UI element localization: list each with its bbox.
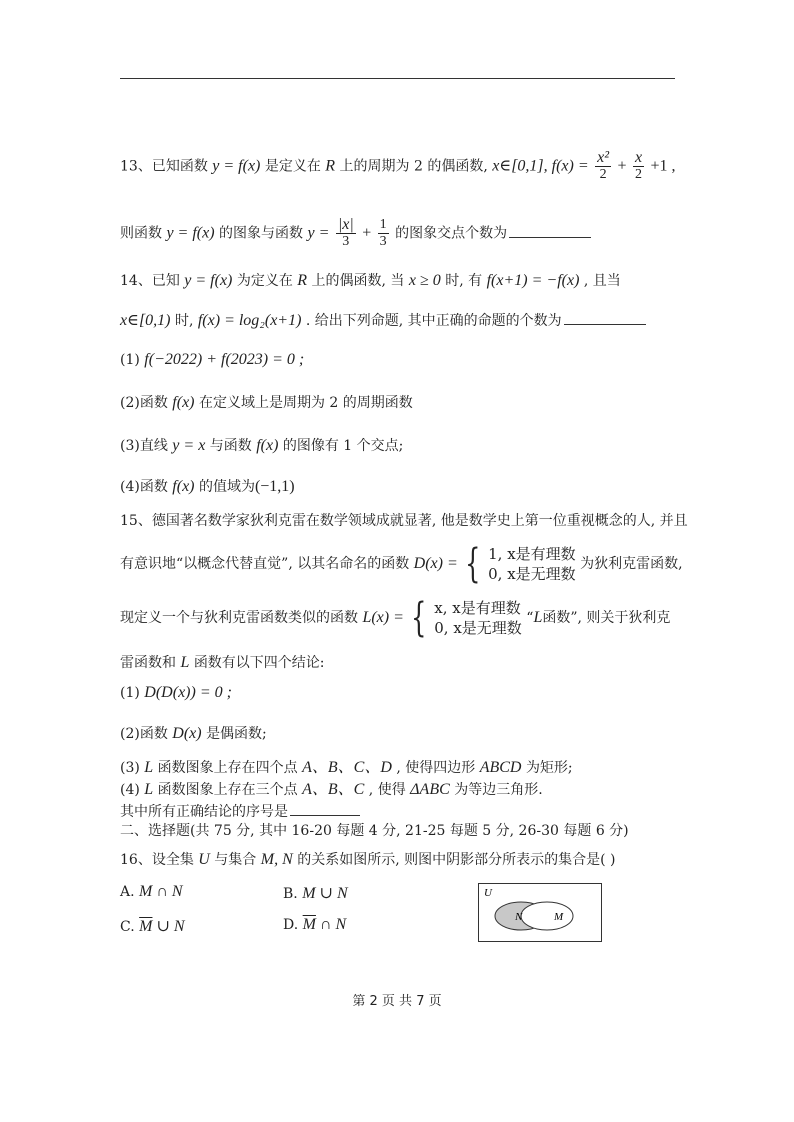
- q14-item2-a: (2)函数: [120, 395, 168, 411]
- q15-line2-D: D(x) =: [413, 555, 458, 572]
- q16-option-c-M: $\overline{M}$: [139, 918, 153, 935]
- q14-line1-cond: x ≥ 0: [408, 272, 441, 289]
- q14-item3-a: (3)直线: [120, 438, 168, 454]
- q13-frac3-num: |x|: [337, 216, 354, 233]
- q14-line1-c: 上的偶函数, 当: [311, 273, 405, 289]
- q14-line2-b: 时,: [174, 313, 194, 329]
- q14-line1: [120, 271, 621, 291]
- q15-d-brace: {: [465, 541, 481, 587]
- q15-item3-a: (3): [120, 760, 140, 776]
- q16-option-b-label: B.: [283, 886, 298, 902]
- q15-item4-shape: ΔABC: [410, 781, 450, 798]
- q14-item4-f: f(x): [172, 478, 195, 495]
- page-footer: 第 2 页 共 7 页: [352, 994, 442, 1009]
- q15-line4-b: 函数有以下四个结论:: [193, 655, 325, 671]
- q15-item3-b: 函数图象上存在四个点: [157, 760, 298, 776]
- q13-line2-func: y = f(x): [166, 224, 215, 242]
- q15-item1: [120, 683, 232, 703]
- q15-item1-label: (1): [120, 685, 140, 701]
- q15-item3-d: 为矩形;: [525, 760, 573, 776]
- q14-line1-e: , 且当: [583, 273, 621, 289]
- q16-option-d-M: $\overline{M}$: [302, 916, 316, 933]
- q14-item2: [120, 393, 413, 413]
- q16-stem-c: 的关系如图所示, 则图中阴影部分所表示的集合是( ): [297, 852, 616, 868]
- q16-option-b-text: M ∪ N: [302, 885, 348, 902]
- q15-line3-L: L(x) =: [362, 609, 404, 626]
- venn-label-n: N: [515, 911, 523, 923]
- q14-line1-d: 时, 有: [445, 273, 483, 289]
- q15-item4-L: L: [144, 781, 154, 798]
- q14-line2-c: . 给出下列命题, 其中正确的命题的个数为: [305, 313, 562, 329]
- venn-diagram: [478, 883, 602, 942]
- q13-frac3: [336, 217, 356, 250]
- q13-domain: x∈[0,1], f(x) =: [492, 157, 589, 175]
- q13-line2-tail: 的图象交点个数为: [395, 225, 508, 242]
- q14-item4-b: 的值域为: [198, 479, 255, 495]
- q15-line2-a: 有意识地“以概念代替直觉”, 以其名命名的函数: [120, 556, 410, 572]
- q14-answer-blank[interactable]: [564, 310, 646, 325]
- q15-item3-L: L: [144, 759, 154, 776]
- q16-option-a-label: A.: [120, 884, 135, 900]
- q15-item3-pts: A、B、C、D: [302, 759, 392, 776]
- q14-line2-eq: f(x) = log₂(x+1): [197, 312, 302, 329]
- q13-frac2-num: x: [634, 149, 643, 166]
- q15-item2-b: 是偶函数;: [206, 726, 267, 742]
- q13-frac2-den: 2: [635, 167, 642, 182]
- q16-option-a-text: M ∩ N: [139, 883, 183, 900]
- q15-line3-c: 函数”, 则关于狄利克: [542, 610, 671, 626]
- q15-d-case2: 0, x是无理数: [488, 565, 576, 583]
- q15-d-case1: 1, x是有理数: [488, 545, 576, 563]
- q15-line4-a: 雷函数和: [120, 655, 176, 671]
- q15-item4-b: 函数图象上存在三个点: [157, 782, 298, 798]
- q13-frac4: [378, 217, 389, 250]
- q16-option-c-label: C.: [120, 919, 135, 935]
- q13-frac1-num: x²: [597, 149, 610, 166]
- q13-line2-y: y =: [307, 224, 330, 242]
- q14-item2-f: f(x): [172, 394, 195, 411]
- q16-stem-U: U: [198, 851, 210, 868]
- q13-frac2: [633, 150, 644, 183]
- q13-frac4-num: 1: [379, 217, 387, 232]
- q14-line1-a: 14、已知: [120, 273, 180, 289]
- q15-line3-a: 现定义一个与狄利克雷函数类似的函数: [120, 610, 358, 626]
- q16-stem-MN: M, N: [260, 851, 293, 868]
- q13-prefix: 13、已知函数: [120, 158, 208, 175]
- q15-l-case1: x, x是有理数: [434, 599, 521, 617]
- q14-item1: [120, 350, 304, 370]
- q13-func: y = f(x): [212, 157, 261, 175]
- q16-option-a[interactable]: [120, 883, 183, 901]
- q15-line2-b: 为狄利克雷函数,: [580, 556, 683, 572]
- q13-mid2: 上的周期为 2 的偶函数,: [339, 158, 488, 175]
- venn-label-u: U: [484, 887, 492, 899]
- q16-option-b[interactable]: [283, 883, 348, 903]
- q15-item3-shape: ABCD: [479, 759, 522, 776]
- q13-frac1-den: 2: [599, 167, 607, 182]
- q13-tail: +1 ,: [650, 157, 676, 175]
- q16-stem-b: 与集合: [214, 852, 257, 868]
- q14-line1-eq: f(x+1) = −f(x): [486, 272, 580, 289]
- q15-item2-a: (2)函数: [120, 726, 168, 742]
- q15-item4-c: , 使得: [368, 782, 406, 798]
- q14-line1-b: 为定义在: [236, 273, 293, 289]
- q14-item4: [120, 477, 295, 497]
- q16-option-d[interactable]: [283, 916, 346, 934]
- q13-R: R: [325, 157, 336, 175]
- q15-item4-a: (4): [120, 782, 140, 798]
- q13-line2-mid: 的图象与函数: [219, 225, 304, 242]
- q13-line2: 则函数 y = f(x) 的图象与函数 y = $\frac{|x|}{3}$ + $\frac{1}{3}$ 的图象交点个数为: [120, 217, 591, 250]
- q15-l-cases: [434, 598, 522, 638]
- q15-item2: [120, 724, 267, 744]
- q14-line1-R: R: [297, 272, 308, 289]
- q16-stem: [120, 850, 615, 870]
- q15-line2: [120, 541, 683, 587]
- q15-item3-c: , 使得四边形: [396, 760, 476, 776]
- q15-line3-b: “: [526, 610, 534, 626]
- q14-item3-c: 的图像有 1 个交点;: [282, 438, 404, 454]
- q14-item1-label: (1): [120, 352, 140, 368]
- q14-line1-func: y = f(x): [184, 272, 233, 289]
- q13-line2-prefix: 则函数: [120, 225, 162, 242]
- venn-svg: [479, 884, 601, 941]
- q14-item3: [120, 436, 403, 456]
- q14-item4-range: (−1,1): [254, 478, 295, 495]
- q15-line1: 15、德国著名数学家狄利克雷在数学领域成就显著, 他是数学史上第一位重视概念的人, 并且: [120, 513, 688, 529]
- q15-line3-Lname: L: [533, 609, 543, 626]
- q15-answer-prompt: 其中所有正确结论的序号是: [120, 804, 288, 820]
- q14-line2: [120, 310, 646, 331]
- q13-mid: 是定义在: [264, 158, 321, 175]
- q13-frac4-den: 3: [379, 234, 387, 249]
- q15-answer-blank[interactable]: [290, 801, 360, 816]
- q16-option-c[interactable]: [120, 916, 185, 936]
- q15-line4-L: L: [180, 654, 190, 671]
- q14-item3-f: f(x): [256, 437, 279, 454]
- q13-plus: +: [617, 157, 627, 175]
- q15-line3: [120, 595, 671, 641]
- q13-frac1: [595, 150, 611, 183]
- q16-option-c-rest: ∪ N: [152, 918, 185, 935]
- section2-title: 二、选择题(共 75 分, 其中 16-20 每题 4 分, 21-25 每题 5 分, 26-30 每题 6 分): [120, 823, 629, 839]
- q16-option-d-rest: ∩ N: [315, 916, 347, 933]
- q15-l-case2: 0, x是无理数: [434, 619, 522, 637]
- q15-answer-line: [120, 801, 360, 822]
- q13-line1: [120, 150, 676, 183]
- q16-stem-a: 16、设全集: [120, 852, 194, 868]
- q13-frac3-den: 3: [342, 234, 350, 249]
- q14-line2-a: x∈[0,1): [120, 312, 171, 329]
- q14-item2-b: 在定义域上是周期为 2 的周期函数: [198, 395, 413, 411]
- q14-item3-b: 与函数: [209, 438, 252, 454]
- q15-item2-f: D(x): [172, 725, 202, 742]
- venn-label-m: M: [554, 911, 564, 923]
- q15-item3: [120, 758, 573, 778]
- q15-item4-pts: A、B、C: [302, 781, 365, 798]
- venn-set-m: [521, 902, 573, 930]
- q15-d-cases: [488, 544, 576, 584]
- q15-l-brace: {: [411, 595, 427, 641]
- q13-answer-blank[interactable]: [509, 223, 591, 238]
- q14-item1-eq: f(−2022) + f(2023) = 0 ;: [144, 351, 305, 368]
- q15-item4-d: 为等边三角形.: [454, 782, 543, 798]
- q16-option-d-label: D.: [283, 917, 299, 933]
- q15-item4: [120, 780, 543, 800]
- q14-item4-a: (4)函数: [120, 479, 168, 495]
- header-rule: [120, 78, 675, 79]
- q15-line4: [120, 653, 325, 673]
- q15-item1-eq: D(D(x)) = 0 ;: [144, 684, 232, 701]
- q14-item3-eq: y = x: [172, 437, 206, 454]
